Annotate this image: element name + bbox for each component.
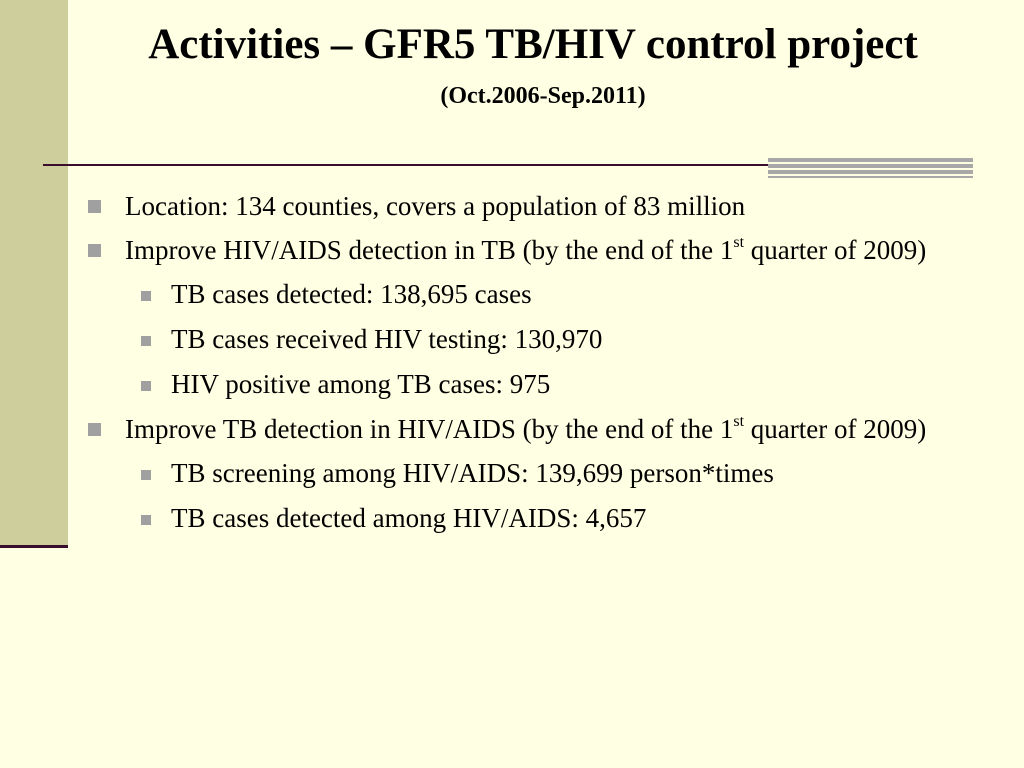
left-bar-underline bbox=[0, 545, 68, 548]
bullet-text-continued: quarter of 2009) bbox=[744, 414, 927, 444]
square-bullet-icon bbox=[141, 291, 151, 301]
sub-list-hiv-detection bbox=[88, 276, 968, 402]
sub-bullet bbox=[88, 455, 968, 491]
bullet-text: Location: 134 counties, covers a population of 83 million bbox=[125, 191, 746, 221]
bullet-list bbox=[88, 188, 968, 545]
sub-bullet-text: TB cases detected: 138,695 cases bbox=[171, 279, 532, 309]
sub-bullet-text: TB cases received HIV testing: 130,970 bbox=[171, 324, 603, 354]
sub-bullet-text: HIV positive among TB cases: 975 bbox=[171, 369, 551, 399]
square-bullet-icon bbox=[141, 515, 151, 525]
square-bullet-icon bbox=[141, 381, 151, 391]
left-decorative-bar bbox=[0, 0, 68, 545]
bullet-text: Improve TB detection in HIV/AIDS (by the end of the 1 bbox=[125, 414, 734, 444]
bullet-location bbox=[88, 188, 968, 224]
slide-subtitle: (Oct.2006-Sep.2011) bbox=[440, 83, 646, 109]
square-bullet-icon bbox=[141, 336, 151, 346]
square-bullet-icon bbox=[88, 244, 101, 257]
ordinal-suffix: st bbox=[733, 413, 745, 430]
sub-bullet bbox=[88, 276, 968, 312]
bullet-text: Improve HIV/AIDS detection in TB (by the end of the 1 bbox=[125, 235, 734, 265]
sub-bullet bbox=[88, 321, 968, 357]
ordinal-suffix: st bbox=[733, 234, 745, 251]
square-bullet-icon bbox=[88, 423, 101, 436]
divider-accent bbox=[768, 158, 973, 178]
sub-list-tb-detection bbox=[88, 455, 968, 536]
slide-title: Activities – GFR5 TB/HIV control project bbox=[148, 21, 918, 68]
sub-bullet-text: TB screening among HIV/AIDS: 139,699 person*times bbox=[171, 458, 774, 488]
sub-bullet bbox=[88, 500, 968, 536]
bullet-hiv-detection-in-tb bbox=[88, 232, 968, 268]
bullet-tb-detection-in-hiv bbox=[88, 411, 968, 447]
bullet-text-continued: quarter of 2009) bbox=[744, 235, 927, 265]
square-bullet-icon bbox=[141, 470, 151, 480]
sub-bullet bbox=[88, 366, 968, 402]
square-bullet-icon bbox=[88, 200, 101, 213]
sub-bullet-text: TB cases detected among HIV/AIDS: 4,657 bbox=[171, 503, 647, 533]
